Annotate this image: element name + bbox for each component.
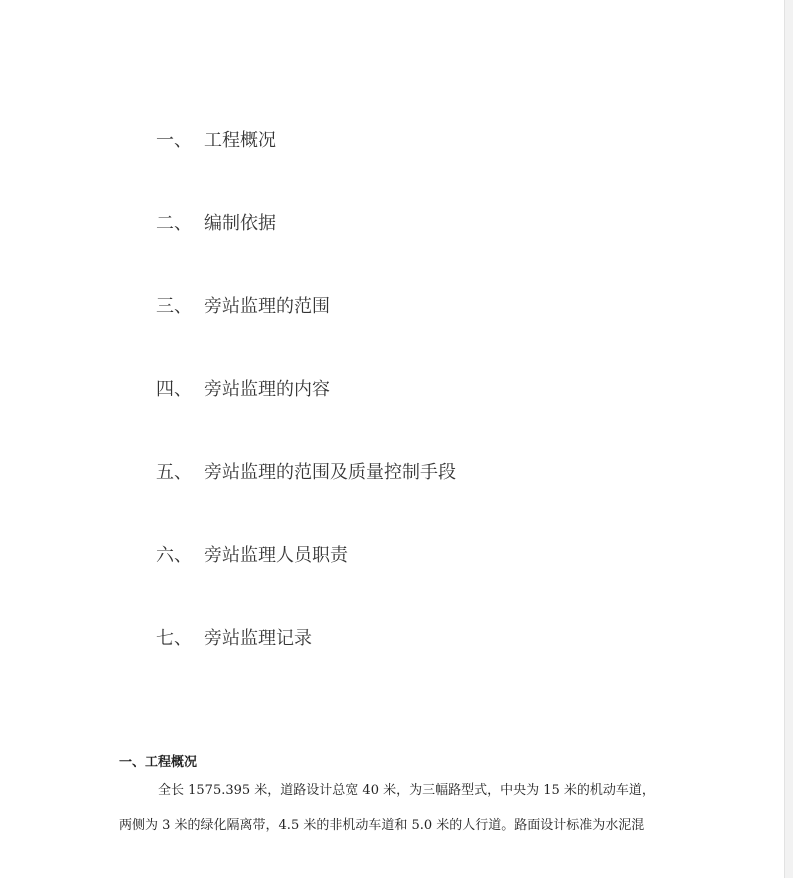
toc-item[interactable] (156, 213, 276, 235)
paragraph-line: 两侧为 3 米的绿化隔离带，4.5 米的非机动车道和 5.0 米的人行道。路面设计标准为水泥混 (119, 818, 645, 833)
toc-item-number: 三、 (156, 296, 192, 317)
toc-item-number: 二、 (156, 213, 192, 234)
section-heading: 一、工程概况 (119, 755, 198, 770)
toc-item-title: 旁站监理的内容 (204, 379, 330, 400)
toc-item-number: 七、 (156, 628, 192, 649)
toc-item-title: 旁站监理的范围 (204, 296, 330, 317)
toc-item-title: 旁站监理记录 (204, 628, 312, 649)
toc-item[interactable] (156, 628, 312, 650)
toc-item-number: 六、 (156, 545, 192, 566)
toc-item-title: 编制依据 (204, 213, 276, 234)
toc-item-title: 旁站监理的范围及质量控制手段 (204, 462, 456, 483)
toc-item[interactable] (156, 296, 330, 318)
toc-item-number: 四、 (156, 379, 192, 400)
toc-item-title: 工程概况 (204, 130, 276, 151)
toc-item[interactable] (156, 130, 276, 152)
toc-item-title: 旁站监理人员职责 (204, 545, 348, 566)
toc-item-number: 一、 (156, 130, 192, 151)
page-scroll-edge (784, 0, 793, 878)
toc-item[interactable] (156, 545, 348, 567)
paragraph-line: 全长 1575.395 米，道路设计总宽 40 米，为三幅路型式，中央为 15 米的机动车道， (158, 783, 655, 798)
toc-item[interactable] (156, 462, 456, 484)
toc-item-number: 五、 (156, 462, 192, 483)
toc-item[interactable] (156, 379, 330, 401)
